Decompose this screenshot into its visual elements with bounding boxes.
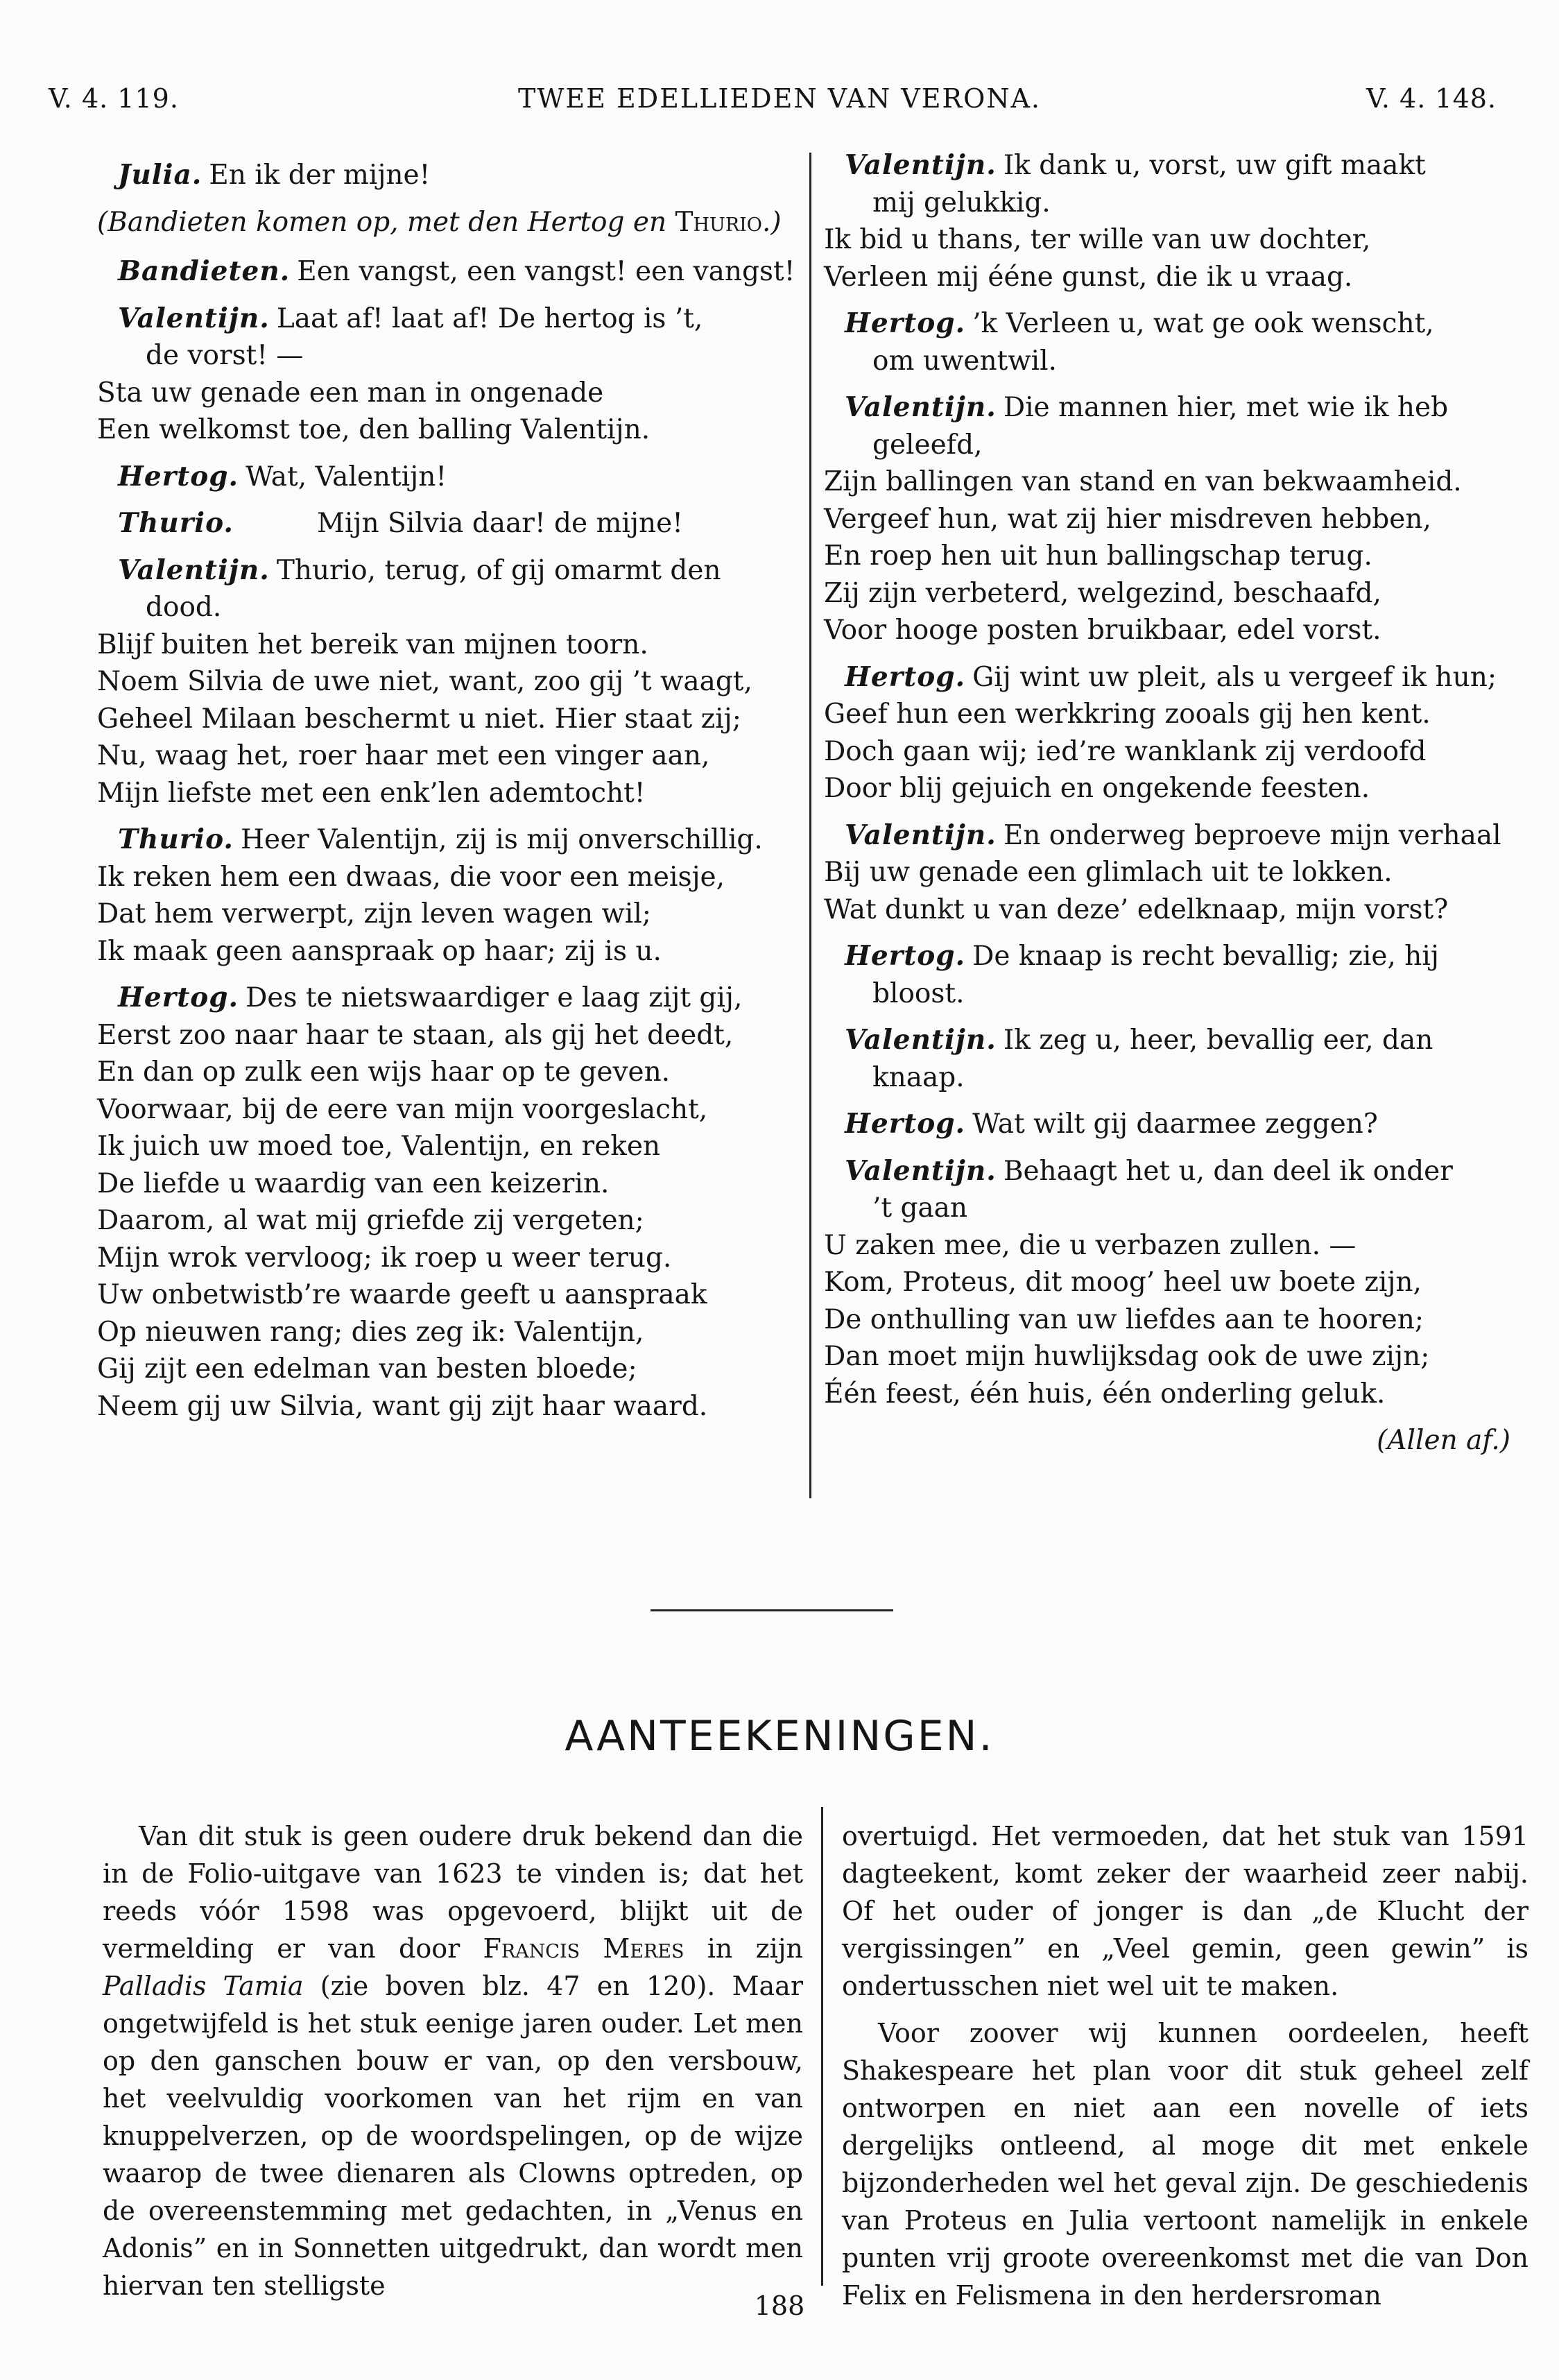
verse-line: Bandieten. Een vangst, een vangst! een vangst!	[118, 255, 795, 287]
verse-line: mij gelukkig.	[872, 187, 1051, 219]
verse-line: Valentijn. Ik zeg u, heer, bevallig eer, dan	[845, 1024, 1433, 1056]
speech	[97, 505, 791, 542]
verse-line: En dan op zulk een wijs haar op te geven.	[97, 1056, 671, 1088]
running-head	[0, 83, 1559, 125]
speaker-name: Hertog.	[118, 982, 239, 1013]
character-name: Thurio	[675, 206, 762, 238]
speaker-name: Valentijn.	[118, 302, 270, 334]
verse-line: Thurio. Mijn Silvia daar! de mijne!	[118, 507, 683, 539]
speech	[97, 300, 791, 449]
verse-line: Ik bid u thans, ter wille van uw dochter,	[824, 224, 1371, 255]
speech	[97, 821, 791, 970]
notes-heading: AANTEEKENINGEN.	[565, 1712, 994, 1761]
verse-line: Gij zijt een edelman van besten bloede;	[97, 1353, 637, 1385]
stage-direction: (Bandieten komen op, met den Hertog en Thurio.)	[97, 206, 782, 238]
verse-line: Julia. En ik der mijne!	[118, 159, 431, 191]
speaker-name: Valentijn.	[845, 819, 997, 851]
notes-column-right	[842, 1817, 1528, 2314]
speaker-name: Hertog.	[845, 660, 966, 693]
speech	[97, 979, 791, 1425]
verse-line: bloost.	[872, 977, 965, 1009]
book-title: Palladis Tamia	[103, 1971, 304, 2001]
verse-line: Op nieuwen rang; dies zeg ik: Valentijn,	[97, 1316, 644, 1348]
speaker-name: Thurio.	[118, 823, 234, 855]
verse-line: Zijn ballingen van stand en van bekwaamheid.	[824, 466, 1462, 497]
verse-line: Voorwaar, bij de eere van mijn voorgeslacht,	[97, 1093, 708, 1125]
speech	[824, 305, 1517, 379]
verse-line: om uwentwil.	[872, 345, 1057, 377]
verse-line: Sta uw genade een man in ongenade	[97, 377, 604, 409]
verse-line: Geheel Milaan beschermt u niet. Hier staat zij;	[97, 703, 741, 735]
verse-line: Nu, waag het, roer haar met een vinger aan,	[97, 740, 710, 771]
speech	[824, 817, 1517, 929]
verse-line: Thurio. Heer Valentijn, zij is mij onverschillig.	[118, 823, 763, 855]
speaker-name: Valentijn.	[845, 149, 997, 181]
speech	[824, 389, 1517, 649]
verse-line: Één feest, één huis, één onderling geluk.	[824, 1378, 1386, 1410]
speaker-name: Julia.	[118, 159, 203, 191]
verse-line: Uw onbetwistb’re waarde geeft u aanspraak	[97, 1279, 707, 1310]
speech	[824, 1022, 1517, 1096]
speaker-name: Thurio.	[118, 507, 234, 539]
verse-line: Eerst zoo naar haar te staan, als gij het deedt,	[97, 1019, 734, 1051]
verse-line: de vorst! —	[146, 340, 304, 371]
speaker-name: Bandieten.	[118, 255, 291, 287]
running-head-left: V. 4. 119.	[49, 83, 179, 114]
speaker-name: Valentijn.	[118, 554, 270, 586]
verse-line: Ik maak geen aanspraak op haar; zij is u.	[97, 935, 662, 967]
speech	[824, 938, 1517, 1012]
verse-line: geleefd,	[872, 429, 983, 461]
verse-line: Valentijn. En onderweg beproeve mijn verhaal	[845, 819, 1501, 851]
verse-line: Kom, Proteus, dit moog’ heel uw boete zijn,	[824, 1267, 1422, 1298]
verse-line: dood.	[146, 592, 222, 623]
verse-line: Valentijn. Laat af! laat af! De hertog is ’t,	[118, 302, 703, 334]
verse-line: Hertog. Gij wint uw pleit, als u vergeef ik hun;	[845, 660, 1497, 693]
verse-line: Hertog. ’k Verleen u, wat ge ook wenscht,	[845, 307, 1434, 339]
speaker-name: Valentijn.	[845, 1154, 997, 1187]
verse-line: Een welkomst toe, den balling Valentijn.	[97, 414, 651, 445]
verse-line: Verleen mij ééne gunst, die ik u vraag.	[824, 261, 1353, 293]
verse-line: Geef hun een werkkring zooals gij hen kent.	[824, 699, 1431, 730]
verse-line: Hertog. Wat wilt gij daarmee zeggen?	[845, 1108, 1378, 1140]
speech	[824, 1153, 1517, 1413]
verse-line: Ik reken hem een dwaas, die voor een meisje,	[97, 861, 725, 893]
verse-line: knaap.	[872, 1061, 965, 1093]
verse-line: Mijn wrok vervloog; ik roep u weer terug.	[97, 1242, 672, 1274]
verse-line: De onthulling van uw liefdes aan te hooren;	[824, 1303, 1424, 1335]
verse-line: Valentijn. Ik dank u, vorst, uw gift maakt	[845, 149, 1426, 181]
speaker-name: Hertog.	[845, 307, 966, 339]
verse-line: Valentijn. Die mannen hier, met wie ik heb	[845, 391, 1449, 423]
speech	[97, 552, 791, 812]
speech	[97, 253, 795, 291]
speaker-name: Hertog.	[845, 1108, 966, 1140]
verse-line: Vergeef hun, wat zij hier misdreven hebben,	[824, 503, 1431, 535]
author-name: Francis Meres	[483, 1933, 684, 1964]
stage-direction-exit: (Allen af.)	[1377, 1425, 1510, 1456]
verse-line: Hertog. Wat, Valentijn!	[118, 460, 447, 493]
speaker-name: Hertog.	[845, 940, 966, 972]
verse-line: ’t gaan	[872, 1192, 968, 1224]
verse-line: Door blij gejuich en ongekende feesten.	[824, 773, 1370, 804]
play-column-right	[824, 147, 1517, 1459]
notes-paragraph: overtuigd. Het vermoeden, dat het stuk van 1591 dagteekent, komt zeker der waarheid zeer nabij. Of het ouder of jonger is dan „de Klucht der vergissingen” en „Veel gemin, geen gewin” is ondertusschen niet wel uit te maken.	[842, 1821, 1528, 2001]
verse-line: Neem gij uw Silvia, want gij zijt haar waard.	[97, 1390, 708, 1422]
running-head-right: V. 4. 148.	[1366, 83, 1497, 114]
notes-paragraph: Voor zoover wij kunnen oordeelen, heeft Shakespeare het plan voor dit stuk geheel zelf ontworpen en niet aan een novelle of iets dergelijks ontleend, al moge dit met enkele bijzonderheden wel het geval zijn. De geschiedenis van Proteus en Julia vertoont namelijk in enkele punten vrij groote overeenkomst met die van Don Felix en Felismena in den herdersroman	[842, 2018, 1528, 2311]
verse-line: Hertog. Des te nietswaardiger e laag zijt gij,	[118, 982, 743, 1013]
notes-paragraph: Van dit stuk is geen oudere druk bekend dan die in de Folio-uitgave van 1623 te vinden is; dat het reeds vóór 1598 was opgevoerd, blijkt uit de vermelding er van door Francis Meres in zijn Palladis Tamia (zie boven blz. 47 en 120). Maar ongetwijfeld is het stuk eenige jaren ouder. Let men op den ganschen bouw er van, op den versbouw, het veelvuldig voorkomen van het rijm en van knuppelverzen, op de woordspelingen, op de wijze waarop de twee dienaren als Clowns optreden, op de overeenstemming met gedachten, in „Venus en Adonis” en in Sonnetten uitgedrukt, dan wordt men hiervan ten stelligste	[103, 1821, 804, 2301]
verse-line: Voor hooge posten bruikbaar, edel vorst.	[824, 615, 1381, 646]
verse-line: En roep hen uit hun ballingschap terug.	[824, 540, 1372, 572]
notes-column-left	[103, 1817, 803, 2304]
verse-line: Dan moet mijn huwlijksdag ook de uwe zijn;	[824, 1341, 1430, 1372]
verse-line: U zaken mee, die u verbazen zullen. —	[824, 1229, 1356, 1261]
verse-line: Ik juich uw moed toe, Valentijn, en reken	[97, 1131, 661, 1162]
verse-line: Dat hem verwerpt, zijn leven wagen wil;	[97, 898, 651, 930]
running-head-title: TWEE EDELLIEDEN VAN VERONA.	[517, 83, 1041, 114]
verse-line: Mijn liefste met een enk’len ademtocht!	[97, 777, 646, 809]
verse-line: Valentijn. Behaagt het u, dan deel ik onder	[845, 1154, 1453, 1187]
play-column-left	[97, 157, 795, 1435]
verse-line: Hertog. De knaap is recht bevallig; zie, hij	[845, 940, 1439, 972]
verse-line: Blijf buiten het bereik van mijnen toorn.	[97, 628, 648, 660]
verse-line: Bij uw genade een glimlach uit te lokken.	[824, 857, 1393, 888]
notes-column-rule	[821, 1807, 823, 2286]
speech	[97, 459, 791, 496]
page-number: 188	[754, 2291, 805, 2321]
verse-line: Daarom, al wat mij griefde zij vergeten;	[97, 1205, 644, 1236]
verse-line: Doch gaan wij; ied’re wanklank zij verdoofd	[824, 735, 1427, 767]
column-rule	[809, 153, 811, 1498]
speaker-name: Hertog.	[118, 460, 239, 493]
speech	[824, 1106, 1517, 1143]
speaker-name: Valentijn.	[845, 1024, 997, 1056]
speech	[824, 659, 1517, 807]
verse-line: Wat dunkt u van deze’ edelknaap, mijn vorst?	[824, 893, 1449, 925]
speaker-name: Valentijn.	[845, 391, 997, 423]
speech	[97, 157, 791, 194]
verse-line: De liefde u waardig van een keizerin.	[97, 1167, 610, 1199]
verse-line: Valentijn. Thurio, terug, of gij omarmt den	[118, 554, 721, 586]
verse-line: Zij zijn verbeterd, welgezind, beschaafd,	[824, 577, 1381, 609]
speech	[824, 147, 1517, 296]
verse-line: Noem Silvia de uwe niet, want, zoo gij ’t waagt,	[97, 666, 752, 697]
section-rule	[651, 1609, 893, 1611]
